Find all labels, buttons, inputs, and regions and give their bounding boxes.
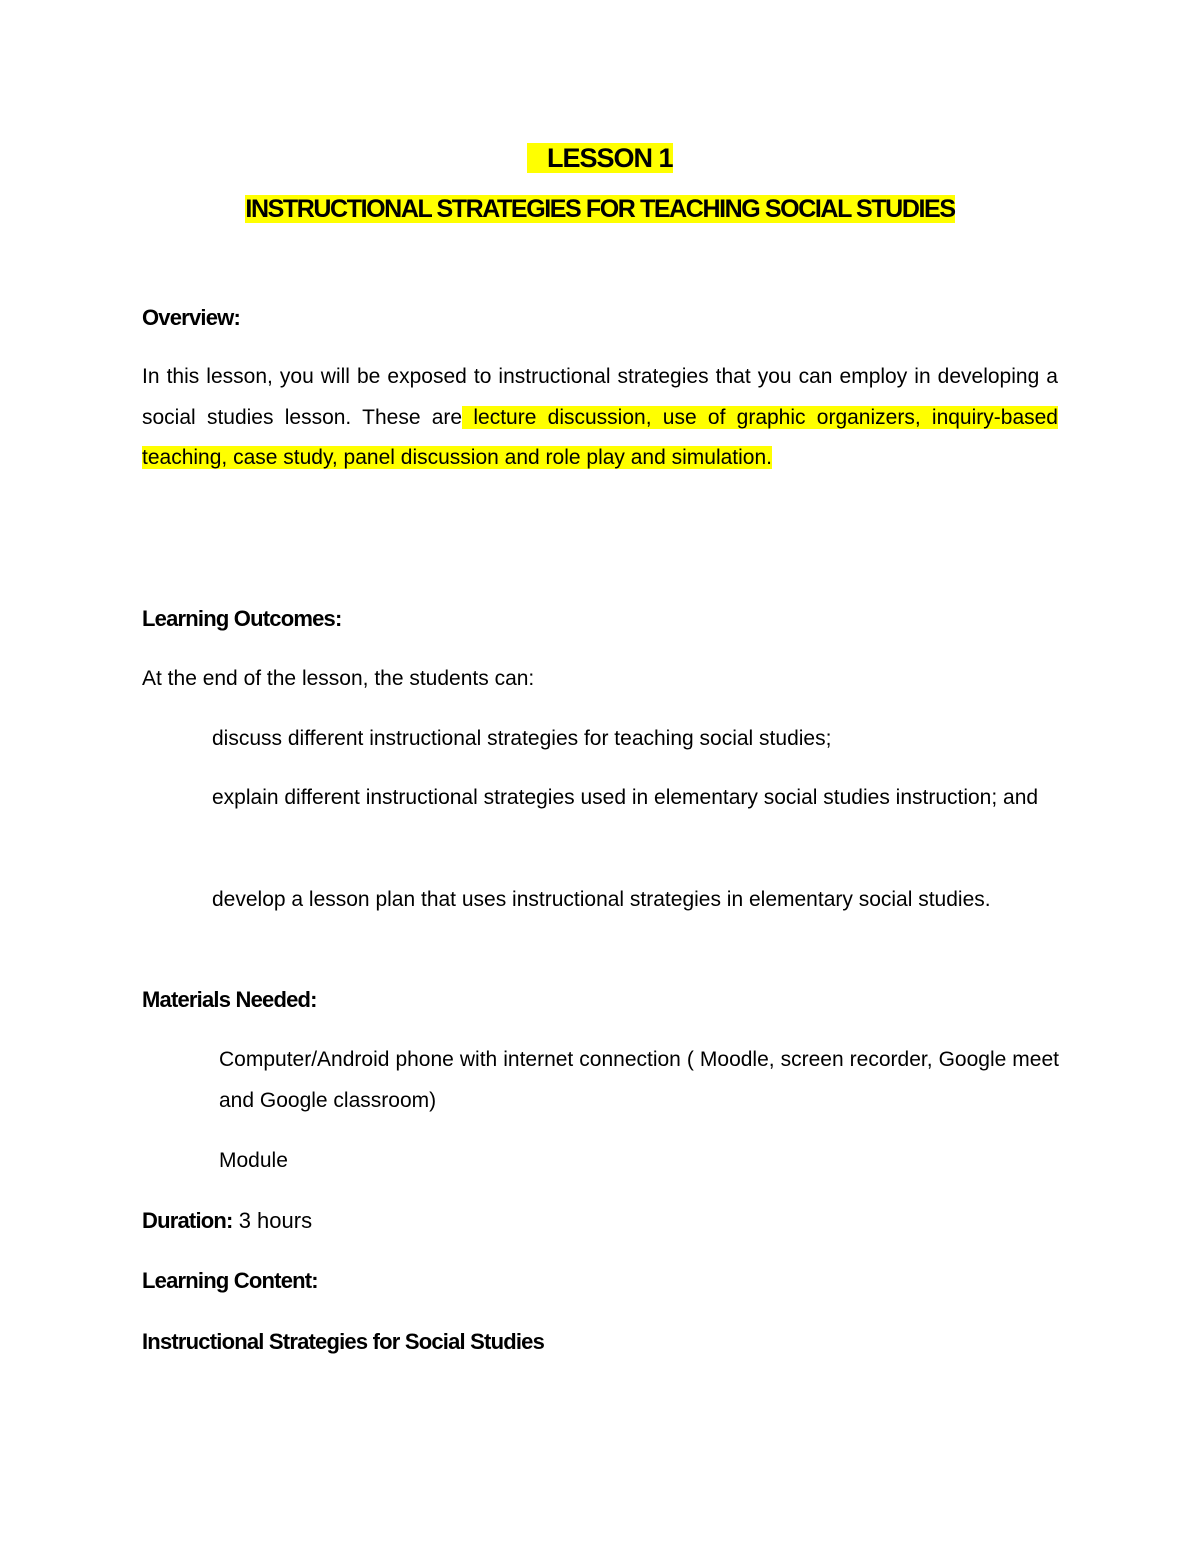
learning-content-heading: Learning Content: bbox=[142, 1268, 318, 1293]
learning-outcomes-heading: Learning Outcomes: bbox=[142, 606, 342, 631]
lesson-number-highlight bbox=[527, 143, 672, 173]
material-item: Module bbox=[219, 1149, 288, 1172]
overview-paragraph bbox=[142, 357, 1058, 479]
duration-value: 3 hours bbox=[232, 1208, 313, 1233]
lesson-number-text: LESSON 1 bbox=[546, 143, 673, 173]
outcome-item: develop a lesson plan that uses instructional strategies in elementary social studies. bbox=[212, 888, 991, 911]
lesson-title bbox=[0, 193, 1200, 225]
duration-label: Duration: bbox=[142, 1208, 233, 1233]
overview-text: In this lesson, you will be exposed to instructional strategies that you can employ in developing a social studies lesson. These are bbox=[142, 365, 1058, 429]
lesson-number bbox=[0, 140, 1200, 176]
overview-highlighted-text: lecture discussion, use of graphic organizers, inquiry-based teaching, case study, panel discussion and role play and simulation. bbox=[142, 405, 1058, 469]
outcome-item: discuss different instructional strategies for teaching social studies; bbox=[212, 727, 832, 750]
material-item: Computer/Android phone with internet connection ( Moodle, screen recorder, Google meet and Google classroom) bbox=[219, 1048, 1059, 1112]
overview-heading: Overview: bbox=[142, 305, 240, 330]
outcome-item: explain different instructional strategies used in elementary social studies instruction; and bbox=[212, 786, 1039, 809]
learning-content-subheading: Instructional Strategies for Social Studies bbox=[142, 1329, 545, 1354]
duration bbox=[142, 1206, 312, 1236]
lesson-title-text: INSTRUCTIONAL STRATEGIES FOR TEACHING SOCIAL STUDIES bbox=[245, 195, 955, 223]
learning-outcomes-intro: At the end of the lesson, the students can: bbox=[142, 667, 535, 690]
materials-heading: Materials Needed: bbox=[142, 987, 317, 1012]
